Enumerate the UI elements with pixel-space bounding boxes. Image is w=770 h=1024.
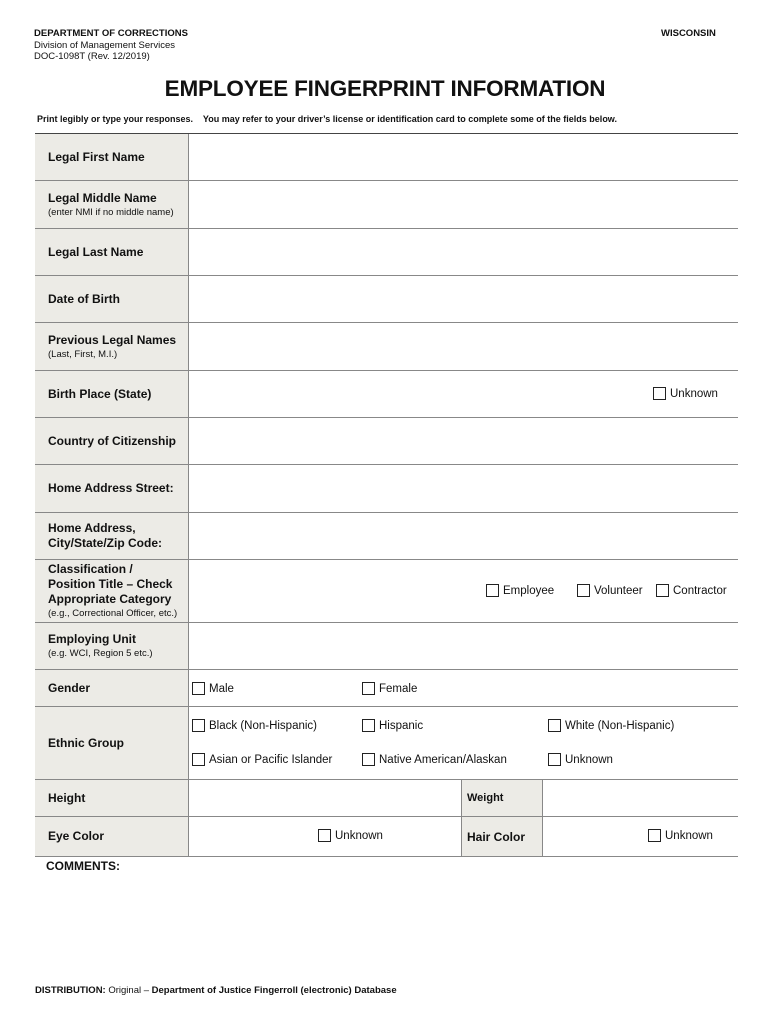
distribution-label: DISTRIBUTION: bbox=[35, 985, 106, 996]
classification-hint: (e.g., Correctional Officer, etc.) bbox=[48, 608, 178, 619]
comments-field[interactable] bbox=[35, 878, 738, 973]
checkbox-icon[interactable] bbox=[656, 584, 669, 597]
employee-option[interactable]: Employee bbox=[486, 584, 554, 597]
male-option[interactable]: Male bbox=[192, 682, 234, 695]
previous-names-field[interactable] bbox=[189, 323, 738, 370]
checkbox-icon[interactable] bbox=[486, 584, 499, 597]
white-option[interactable]: White (Non-Hispanic) bbox=[548, 719, 674, 732]
checkbox-icon[interactable] bbox=[548, 719, 561, 732]
form-number: DOC-1098T (Rev. 12/2019) bbox=[34, 51, 150, 62]
hair-color-unknown-option[interactable]: Unknown bbox=[648, 829, 713, 842]
state-name: WISCONSIN bbox=[661, 28, 716, 39]
classification-label-line3: Appropriate Category bbox=[48, 592, 172, 606]
gender-label: Gender bbox=[48, 680, 91, 695]
checkbox-icon[interactable] bbox=[548, 753, 561, 766]
checkbox-icon[interactable] bbox=[192, 753, 205, 766]
middle-name-label: Legal Middle Name bbox=[48, 190, 157, 205]
checkbox-icon[interactable] bbox=[362, 753, 375, 766]
employing-unit-label: Employing Unit bbox=[48, 632, 136, 646]
middle-name-hint: (enter NMI if no middle name) bbox=[48, 206, 174, 218]
ethnic-group-label: Ethnic Group bbox=[48, 735, 124, 750]
distribution-text: Original – bbox=[105, 985, 152, 996]
weight-label: Weight bbox=[461, 780, 543, 816]
row-gender bbox=[35, 670, 738, 707]
birth-place-label: Birth Place (State) bbox=[48, 386, 152, 401]
row-city bbox=[35, 513, 738, 560]
employing-unit-hint: (e.g. WCI, Region 5 etc.) bbox=[48, 648, 153, 659]
department-name: DEPARTMENT OF CORRECTIONS bbox=[34, 28, 188, 39]
middle-name-field[interactable] bbox=[189, 181, 738, 228]
classification-label-line2: Position Title – Check bbox=[48, 577, 173, 591]
row-employing-unit bbox=[35, 623, 738, 670]
female-option[interactable]: Female bbox=[362, 682, 417, 695]
row-street bbox=[35, 465, 738, 513]
classification-label-line1: Classification / bbox=[48, 562, 133, 576]
black-option[interactable]: Black (Non-Hispanic) bbox=[192, 719, 317, 732]
checkbox-icon[interactable] bbox=[577, 584, 590, 597]
row-ethnic-group bbox=[35, 707, 738, 780]
birth-place-unknown-option[interactable]: Unknown bbox=[653, 387, 718, 400]
city-label-line2: City/State/Zip Code: bbox=[48, 536, 163, 550]
form-header bbox=[34, 28, 188, 63]
previous-names-label: Previous Legal Names bbox=[48, 332, 177, 347]
checkbox-icon[interactable] bbox=[362, 719, 375, 732]
employing-unit-field[interactable] bbox=[189, 623, 738, 669]
height-field[interactable] bbox=[189, 780, 461, 816]
row-previous-names bbox=[35, 323, 738, 371]
checkbox-icon[interactable] bbox=[192, 719, 205, 732]
row-citizenship bbox=[35, 418, 738, 465]
checkbox-icon[interactable] bbox=[192, 682, 205, 695]
first-name-field[interactable] bbox=[189, 134, 738, 180]
eye-color-unknown-option[interactable]: Unknown bbox=[318, 829, 383, 842]
row-height-weight bbox=[35, 780, 738, 817]
volunteer-option[interactable]: Volunteer bbox=[577, 584, 643, 597]
native-american-option[interactable]: Native American/Alaskan bbox=[362, 753, 507, 766]
comments-label: COMMENTS: bbox=[46, 859, 120, 873]
ethnic-unknown-option[interactable]: Unknown bbox=[548, 753, 613, 766]
city-label-line1: Home Address, bbox=[48, 521, 136, 535]
citizenship-field[interactable] bbox=[189, 418, 738, 464]
classification-field[interactable] bbox=[189, 560, 738, 622]
distribution-target: Department of Justice Fingerroll (electronic) Database bbox=[151, 985, 397, 996]
fingerprint-form bbox=[35, 133, 738, 857]
street-label: Home Address Street: bbox=[48, 481, 174, 495]
row-classification bbox=[35, 560, 738, 623]
citizenship-label: Country of Citizenship bbox=[48, 433, 176, 448]
height-label: Height bbox=[48, 790, 86, 805]
checkbox-icon[interactable] bbox=[362, 682, 375, 695]
eye-color-label: Eye Color bbox=[48, 829, 105, 843]
row-first-name bbox=[35, 134, 738, 181]
dob-label: Date of Birth bbox=[48, 291, 120, 306]
hispanic-option[interactable]: Hispanic bbox=[362, 719, 423, 732]
asian-option[interactable]: Asian or Pacific Islander bbox=[192, 753, 332, 766]
birth-place-field[interactable] bbox=[189, 371, 738, 417]
last-name-field[interactable] bbox=[189, 229, 738, 275]
instructions: Print legibly or type your responses. You may refer to your driver’s license or identification card to complete some of the fields below. bbox=[37, 114, 617, 124]
row-dob bbox=[35, 276, 738, 323]
row-birth-place bbox=[35, 371, 738, 418]
contractor-option[interactable]: Contractor bbox=[656, 584, 727, 597]
distribution-note bbox=[35, 985, 397, 996]
street-field[interactable] bbox=[189, 465, 738, 512]
checkbox-icon[interactable] bbox=[653, 387, 666, 400]
row-eye-hair bbox=[35, 817, 738, 857]
row-last-name bbox=[35, 229, 738, 276]
previous-names-hint: (Last, First, M.I.) bbox=[48, 348, 118, 360]
hair-color-label: Hair Color bbox=[461, 817, 543, 856]
checkbox-icon[interactable] bbox=[318, 829, 331, 842]
checkbox-icon[interactable] bbox=[648, 829, 661, 842]
row-middle-name bbox=[35, 181, 738, 229]
last-name-label: Legal Last Name bbox=[48, 244, 144, 259]
dob-field[interactable] bbox=[189, 276, 738, 322]
page-title: EMPLOYEE FINGERPRINT INFORMATION bbox=[164, 76, 606, 101]
weight-field[interactable] bbox=[543, 780, 738, 816]
city-field[interactable] bbox=[189, 513, 738, 559]
division-name: Division of Management Services bbox=[34, 39, 175, 51]
first-name-label: Legal First Name bbox=[48, 149, 145, 164]
